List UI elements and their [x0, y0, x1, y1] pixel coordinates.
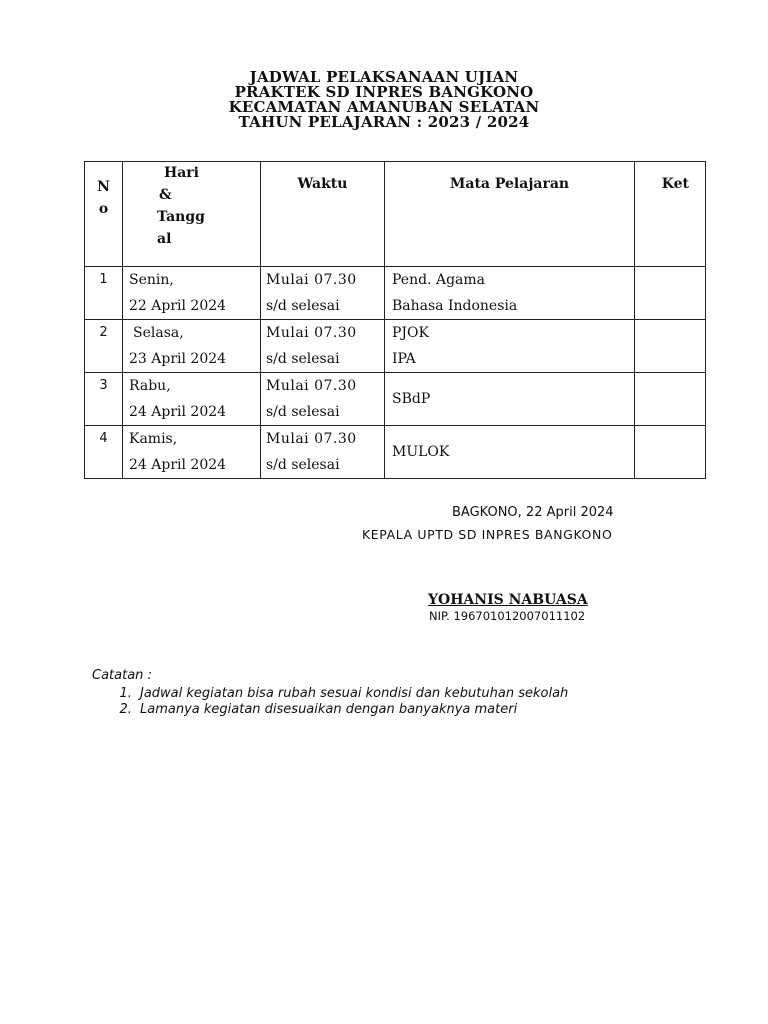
- cell-waktu-end: s/d selesai: [266, 457, 340, 473]
- header-no-line1: N: [97, 179, 110, 195]
- cell-mata-pelajaran: [385, 267, 635, 320]
- table-row: [85, 267, 706, 320]
- cell-waktu-end: s/d selesai: [266, 404, 340, 420]
- cell-tanggal: 22 April 2024: [129, 298, 227, 314]
- cell-waktu-end: s/d selesai: [266, 351, 340, 367]
- cell-no: 3: [85, 373, 123, 426]
- header-no: [85, 162, 123, 267]
- signature-role: KEPALA UPTD SD INPRES BANGKONO: [362, 527, 613, 542]
- signature-place-date: BAGKONO, 22 April 2024: [452, 505, 614, 520]
- cell-hari: Senin,: [129, 272, 174, 288]
- cell-mapel-1: SBdP: [392, 391, 431, 407]
- notes-list: [92, 686, 768, 718]
- cell-mata-pelajaran: [385, 320, 635, 373]
- cell-tanggal: 24 April 2024: [129, 404, 227, 420]
- header-hari-line1: Hari: [164, 165, 199, 181]
- cell-waktu-end: s/d selesai: [266, 298, 340, 314]
- cell-hari-tanggal: [123, 320, 261, 373]
- cell-hari-tanggal: [123, 267, 261, 320]
- cell-hari: Selasa,: [133, 325, 184, 341]
- cell-mapel-1: MULOK: [392, 444, 450, 460]
- cell-tanggal: 24 April 2024: [129, 457, 227, 473]
- note-item: 2. Lamanya kegiatan disesuaikan dengan banyaknya materi: [136, 702, 768, 718]
- cell-no: 1: [85, 267, 123, 320]
- cell-waktu-start: Mulai 07.30: [266, 431, 357, 447]
- document-title: [0, 70, 768, 130]
- table-header-row: [85, 162, 706, 267]
- cell-ket: [635, 267, 706, 320]
- title-line-1: JADWAL PELAKSANAAN UJIAN: [249, 68, 519, 86]
- cell-waktu-start: Mulai 07.30: [266, 272, 357, 288]
- notes-title: Catatan :: [92, 668, 152, 683]
- signature-name: YOHANIS NABUASA: [428, 592, 588, 608]
- cell-hari: Rabu,: [129, 378, 171, 394]
- header-hari-line2: &: [159, 187, 172, 203]
- schedule-table: [84, 161, 706, 479]
- header-waktu: Waktu: [261, 162, 385, 267]
- cell-hari: Kamis,: [129, 431, 178, 447]
- cell-waktu: [261, 373, 385, 426]
- header-ket: Ket: [635, 162, 706, 267]
- cell-ket: [635, 426, 706, 479]
- cell-mapel-2: IPA: [392, 351, 416, 367]
- cell-no: 2: [85, 320, 123, 373]
- note-item: 1. Jadwal kegiatan bisa rubah sesuai kondisi dan kebutuhan sekolah: [136, 686, 768, 702]
- cell-ket: [635, 373, 706, 426]
- header-mata-pelajaran: Mata Pelajaran: [385, 162, 635, 267]
- signature-nip: NIP. 196701012007011102: [429, 609, 586, 623]
- cell-no: 4: [85, 426, 123, 479]
- cell-mata-pelajaran: [385, 426, 635, 479]
- table-row: [85, 320, 706, 373]
- header-hari-line3: Tangg: [157, 209, 205, 225]
- cell-mapel-2: Bahasa Indonesia: [392, 298, 518, 314]
- cell-hari-tanggal: [123, 373, 261, 426]
- cell-waktu: [261, 426, 385, 479]
- header-hari-line4: al: [157, 231, 172, 247]
- cell-waktu-start: Mulai 07.30: [266, 325, 357, 341]
- cell-waktu: [261, 320, 385, 373]
- title-line-4: TAHUN PELAJARAN : 2023 / 2024: [238, 113, 530, 131]
- title-line-3: KECAMATAN AMANUBAN SELATAN: [228, 98, 540, 116]
- header-no-line2: o: [98, 201, 109, 217]
- cell-mapel-1: PJOK: [392, 325, 429, 341]
- cell-mapel-1: Pend. Agama: [392, 272, 485, 288]
- cell-hari-tanggal: [123, 426, 261, 479]
- table-row: [85, 426, 706, 479]
- cell-ket: [635, 320, 706, 373]
- cell-waktu: [261, 267, 385, 320]
- cell-waktu-start: Mulai 07.30: [266, 378, 357, 394]
- table-row: [85, 373, 706, 426]
- title-line-2: PRAKTEK SD INPRES BANGKONO: [234, 83, 534, 101]
- cell-mata-pelajaran: [385, 373, 635, 426]
- cell-tanggal: 23 April 2024: [129, 351, 227, 367]
- header-hari-tanggal: [123, 162, 261, 267]
